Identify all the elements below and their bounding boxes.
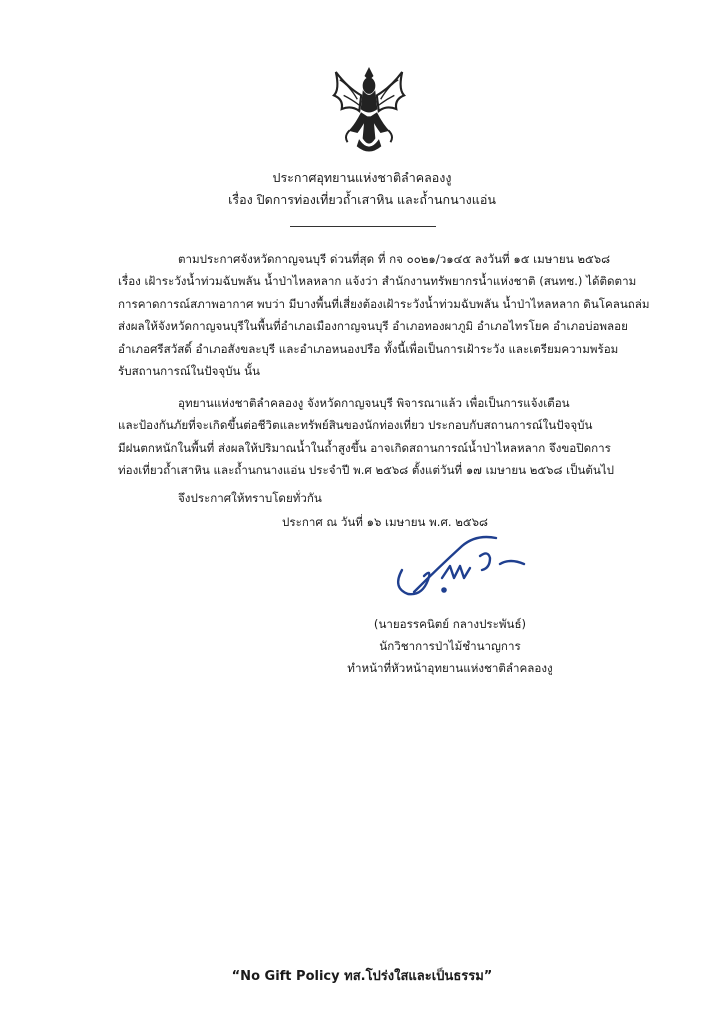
closing-statement: จึงประกาศให้ทราบโดยทั่วกัน	[178, 491, 322, 505]
garuda-emblem-icon	[330, 66, 408, 154]
text-line: รับสถานการณ์ในปัจจุบัน นั้น	[118, 364, 260, 379]
paragraph-1	[118, 248, 658, 382]
signer-name: (นายอรรคนิตย์ กลางประพันธ์)	[373, 617, 527, 631]
no-gift-policy-footer: “No Gift Policy ทส.โปร่งใสและเป็นธรรม”	[231, 969, 493, 984]
title-divider	[290, 226, 436, 227]
text-line: ตามประกาศจังหวัดกาญจนบุรี ด่วนที่สุด ที่ กจ ๐๐๒๑/ว๑๔๕ ลงวันที่ ๑๕ เมษายน ๒๕๖๘	[178, 252, 611, 266]
signer-role: ทำหน้าที่หัวหน้าอุทยานแห่งชาติลำคลองงู	[347, 661, 553, 675]
handwritten-signature	[384, 528, 534, 608]
signer-position: นักวิชาการป่าไม้ชำนาญการ	[379, 639, 521, 653]
announcement-date: ประกาศ ณ วันที่ ๑๖ เมษายน พ.ศ. ๒๕๖๘	[282, 515, 488, 529]
announcement-title: ประกาศอุทยานแห่งชาติลำคลองงู	[272, 170, 452, 185]
text-line: ส่งผลให้จังหวัดกาญจนบุรีในพื้นที่อำเภอเมืองกาญจนบุรี อำเภอทองผาภูมิ อำเภอไทรโยค อำเภอบ่อพลอย	[118, 319, 628, 334]
text-line: การคาดการณ์สภาพอากาศ พบว่า มีบางพื้นที่เสี่ยงต้องเฝ้าระวังน้ำท่วมฉับพลัน น้ำป่าไหลหลาก ดินโคลนถล่ม	[118, 296, 650, 311]
text-line: มีฝนตกหนักในพื้นที่ ส่งผลให้ปริมาณน้ำในถ้ำสูงขึ้น อาจเกิดสถานการณ์น้ำป่าไหลหลาก จึงขอปิดการ	[118, 440, 611, 455]
text-line: ท่องเที่ยวถ้ำเสาหิน และถ้ำนกนางแอ่น ประจำปี พ.ศ ๒๕๖๘ ตั้งแต่วันที่ ๑๗ เมษายน ๒๕๖๘ เป็นต้นไป	[118, 463, 615, 478]
text-line: และป้องกันภัยที่จะเกิดขึ้นต่อชีวิตและทรัพย์สินของนักท่องเที่ยว ประกอบกับสถานการณ์ในปัจจุบัน	[118, 418, 593, 433]
text-line: อุทยานแห่งชาติลำคลองงู จังหวัดกาญจนบุรี พิจารณาแล้ว เพื่อเป็นการแจ้งเตือน	[178, 396, 570, 410]
paragraph-2	[118, 392, 658, 482]
text-line: อำเภอศรีสวัสดิ์ อำเภอสังขละบุรี และอำเภอหนองปรือ ทั้งนี้เพื่อเป็นการเฝ้าระวัง และเตรียมความพร้อม	[118, 341, 619, 356]
text-line: เรื่อง เฝ้าระวังน้ำท่วมฉับพลัน น้ำป่าไหลหลาก แจ้งว่า สำนักงานทรัพยากรน้ำแห่งชาติ (สนทช.) ได้ติดตาม	[118, 274, 637, 289]
announcement-subject: เรื่อง ปิดการท่องเที่ยวถ้ำเสาหิน และถ้ำนกนางแอ่น	[228, 192, 496, 207]
